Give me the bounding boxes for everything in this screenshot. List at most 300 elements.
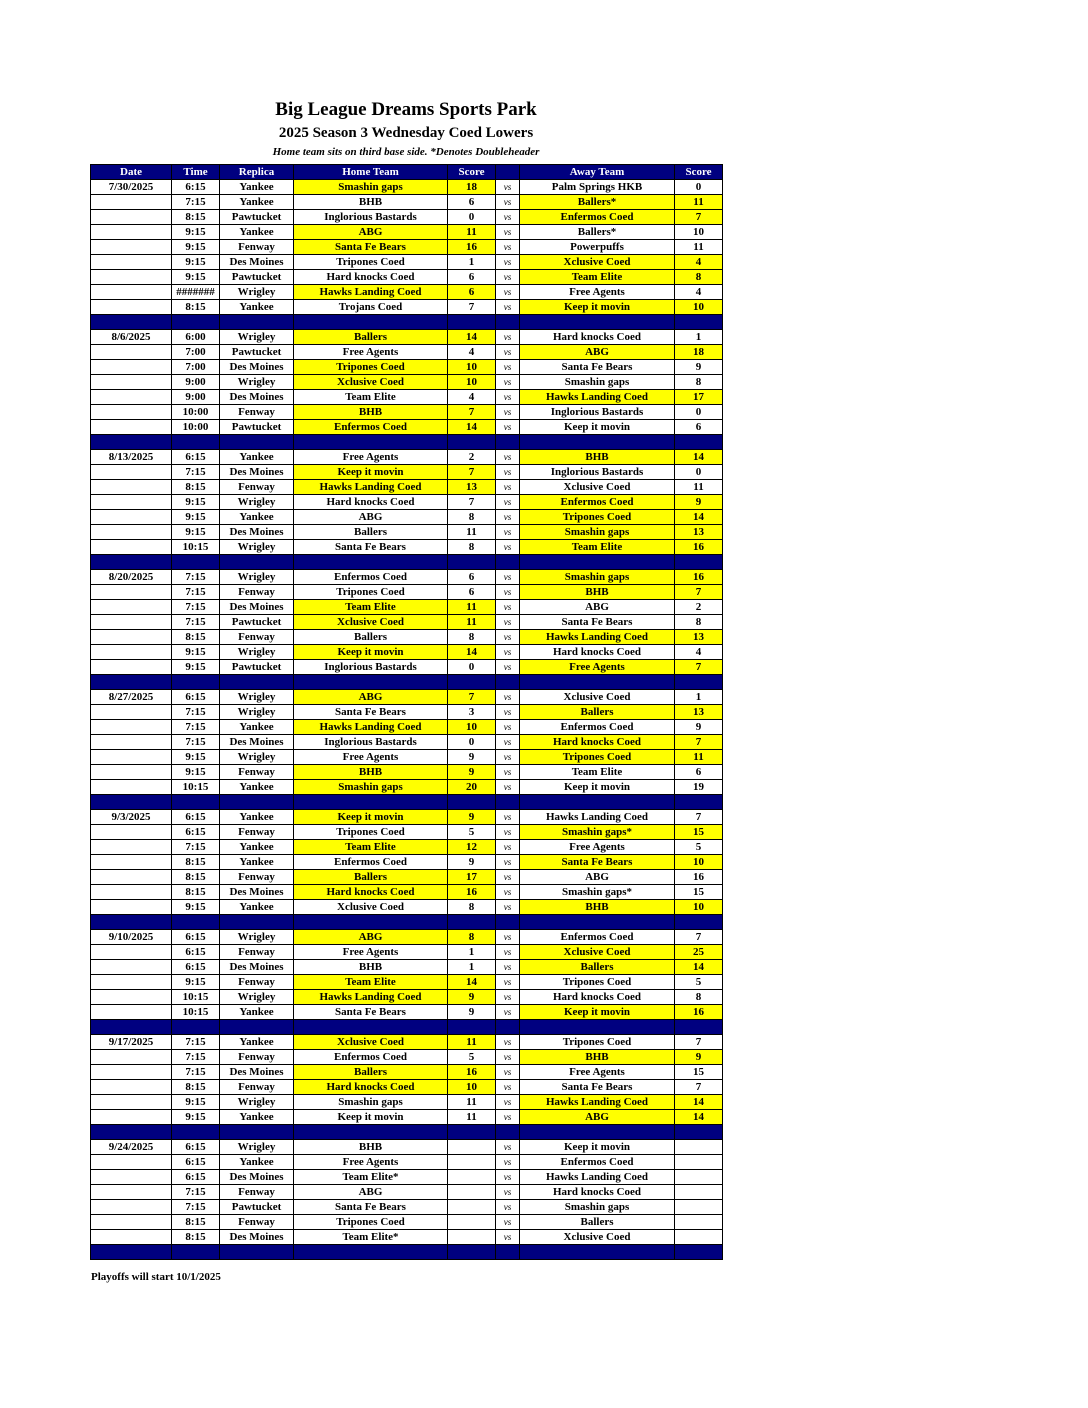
- vs-cell: vs: [496, 480, 520, 495]
- date-cell: [91, 420, 172, 435]
- home-team-cell: Tripones Coed: [294, 360, 448, 375]
- separator-cell: [520, 795, 675, 810]
- date-cell: [91, 840, 172, 855]
- time-cell: 7:15: [172, 195, 220, 210]
- schedule-table-container: [90, 164, 722, 1260]
- time-cell: 7:15: [172, 1035, 220, 1050]
- home-team-cell: Santa Fe Bears: [294, 540, 448, 555]
- date-cell: [91, 1200, 172, 1215]
- time-cell: 10:15: [172, 780, 220, 795]
- table-row: [91, 405, 723, 420]
- away-score-cell: 10: [675, 225, 723, 240]
- replica-field-cell: Des Moines: [220, 465, 294, 480]
- replica-field-cell: Wrigley: [220, 1140, 294, 1155]
- time-cell: 9:15: [172, 900, 220, 915]
- replica-field-cell: Fenway: [220, 1050, 294, 1065]
- vs-cell: vs: [496, 585, 520, 600]
- away-team-cell: Team Elite: [520, 540, 675, 555]
- away-score-cell: [675, 1230, 723, 1245]
- vs-cell: vs: [496, 300, 520, 315]
- table-row: [91, 1185, 723, 1200]
- away-score-cell: 11: [675, 480, 723, 495]
- time-cell: 7:15: [172, 705, 220, 720]
- time-cell: 8:15: [172, 1215, 220, 1230]
- away-team-cell: Tripones Coed: [520, 750, 675, 765]
- vs-cell: vs: [496, 390, 520, 405]
- time-cell: 8:15: [172, 1080, 220, 1095]
- home-score-cell: 14: [448, 420, 496, 435]
- time-cell: 6:15: [172, 1155, 220, 1170]
- away-team-cell: Team Elite: [520, 270, 675, 285]
- replica-field-cell: Yankee: [220, 855, 294, 870]
- away-score-cell: 11: [675, 750, 723, 765]
- away-team-cell: Hard knocks Coed: [520, 1185, 675, 1200]
- away-score-cell: 4: [675, 285, 723, 300]
- vs-cell: vs: [496, 450, 520, 465]
- date-cell: 8/13/2025: [91, 450, 172, 465]
- home-score-cell: 7: [448, 300, 496, 315]
- date-cell: 8/27/2025: [91, 690, 172, 705]
- away-team-cell: Ballers*: [520, 225, 675, 240]
- home-score-cell: 5: [448, 1050, 496, 1065]
- date-cell: [91, 1170, 172, 1185]
- table-row: [91, 615, 723, 630]
- away-team-cell: Keep it movin: [520, 1140, 675, 1155]
- date-cell: [91, 900, 172, 915]
- replica-field-cell: Fenway: [220, 240, 294, 255]
- home-score-cell: [448, 1200, 496, 1215]
- home-team-cell: Tripones Coed: [294, 585, 448, 600]
- home-team-cell: Inglorious Bastards: [294, 735, 448, 750]
- away-score-cell: 11: [675, 240, 723, 255]
- separator-cell: [172, 1020, 220, 1035]
- away-score-cell: 7: [675, 930, 723, 945]
- table-row: [91, 345, 723, 360]
- separator-cell: [220, 795, 294, 810]
- home-score-cell: 6: [448, 285, 496, 300]
- away-score-cell: 9: [675, 720, 723, 735]
- away-score-cell: [675, 1140, 723, 1155]
- home-score-cell: 1: [448, 960, 496, 975]
- table-row: [91, 960, 723, 975]
- time-cell: 7:15: [172, 585, 220, 600]
- table-row: [91, 375, 723, 390]
- time-cell: 7:15: [172, 1065, 220, 1080]
- time-cell: 8:15: [172, 885, 220, 900]
- vs-cell: vs: [496, 630, 520, 645]
- vs-cell: vs: [496, 960, 520, 975]
- home-team-cell: Free Agents: [294, 345, 448, 360]
- time-cell: 6:15: [172, 180, 220, 195]
- separator-cell: [448, 435, 496, 450]
- vs-cell: vs: [496, 720, 520, 735]
- time-cell: 9:00: [172, 375, 220, 390]
- time-cell: 8:15: [172, 300, 220, 315]
- home-team-cell: Smashin gaps: [294, 780, 448, 795]
- separator-cell: [675, 1020, 723, 1035]
- separator-cell: [91, 315, 172, 330]
- time-cell: 7:15: [172, 840, 220, 855]
- away-team-cell: Free Agents: [520, 285, 675, 300]
- home-score-cell: 16: [448, 240, 496, 255]
- table-row: [91, 750, 723, 765]
- away-score-cell: 8: [675, 375, 723, 390]
- home-score-cell: 0: [448, 210, 496, 225]
- separator-cell: [91, 555, 172, 570]
- home-score-cell: 11: [448, 225, 496, 240]
- away-score-cell: 7: [675, 660, 723, 675]
- time-cell: 8:15: [172, 870, 220, 885]
- date-cell: [91, 360, 172, 375]
- home-team-cell: Tripones Coed: [294, 825, 448, 840]
- time-cell: 10:15: [172, 1005, 220, 1020]
- home-team-cell: Inglorious Bastards: [294, 210, 448, 225]
- away-team-cell: Enfermos Coed: [520, 930, 675, 945]
- time-cell: 9:15: [172, 1110, 220, 1125]
- away-team-cell: Free Agents: [520, 840, 675, 855]
- home-score-cell: 5: [448, 825, 496, 840]
- separator-cell: [448, 675, 496, 690]
- table-row: [91, 570, 723, 585]
- separator-cell: [520, 1020, 675, 1035]
- table-row: [91, 690, 723, 705]
- date-cell: [91, 255, 172, 270]
- table-row: [91, 300, 723, 315]
- separator-cell: [448, 1245, 496, 1260]
- date-cell: [91, 285, 172, 300]
- date-cell: 9/17/2025: [91, 1035, 172, 1050]
- time-cell: 6:15: [172, 1140, 220, 1155]
- home-score-cell: 8: [448, 630, 496, 645]
- replica-field-cell: Wrigley: [220, 495, 294, 510]
- time-cell: 7:15: [172, 1050, 220, 1065]
- away-score-cell: 17: [675, 390, 723, 405]
- vs-cell: vs: [496, 990, 520, 1005]
- home-score-cell: 7: [448, 465, 496, 480]
- away-team-cell: Hawks Landing Coed: [520, 1095, 675, 1110]
- separator-cell: [220, 915, 294, 930]
- separator-cell: [520, 555, 675, 570]
- table-row: [91, 840, 723, 855]
- vs-cell: vs: [496, 1140, 520, 1155]
- time-cell: 9:15: [172, 750, 220, 765]
- vs-cell: vs: [496, 660, 520, 675]
- home-score-cell: 7: [448, 495, 496, 510]
- time-cell: 6:15: [172, 690, 220, 705]
- vs-cell: vs: [496, 180, 520, 195]
- date-cell: 8/20/2025: [91, 570, 172, 585]
- away-score-cell: 8: [675, 270, 723, 285]
- separator-cell: [675, 1245, 723, 1260]
- col-header-home-team: Home Team: [294, 165, 448, 180]
- vs-cell: vs: [496, 840, 520, 855]
- separator-cell: [294, 795, 448, 810]
- vs-cell: vs: [496, 495, 520, 510]
- separator-cell: [294, 1020, 448, 1035]
- date-cell: 7/30/2025: [91, 180, 172, 195]
- away-score-cell: 15: [675, 825, 723, 840]
- vs-cell: vs: [496, 1035, 520, 1050]
- col-header-home-score: Score: [448, 165, 496, 180]
- home-team-cell: Enfermos Coed: [294, 420, 448, 435]
- date-cell: [91, 780, 172, 795]
- away-team-cell: Santa Fe Bears: [520, 615, 675, 630]
- away-score-cell: 14: [675, 450, 723, 465]
- home-score-cell: 0: [448, 660, 496, 675]
- home-team-cell: Xclusive Coed: [294, 375, 448, 390]
- replica-field-cell: Fenway: [220, 585, 294, 600]
- table-row: [91, 210, 723, 225]
- table-row: [91, 630, 723, 645]
- replica-field-cell: Wrigley: [220, 690, 294, 705]
- replica-field-cell: Pawtucket: [220, 660, 294, 675]
- table-row: [91, 600, 723, 615]
- table-row: [91, 660, 723, 675]
- home-team-cell: Team Elite*: [294, 1170, 448, 1185]
- table-row: [91, 450, 723, 465]
- home-team-cell: BHB: [294, 765, 448, 780]
- date-cell: [91, 225, 172, 240]
- vs-cell: vs: [496, 705, 520, 720]
- vs-cell: vs: [496, 1215, 520, 1230]
- week-separator-row: [91, 795, 723, 810]
- table-header-row: [91, 165, 723, 180]
- home-score-cell: 7: [448, 405, 496, 420]
- table-row: [91, 255, 723, 270]
- week-separator-row: [91, 1125, 723, 1140]
- vs-cell: vs: [496, 810, 520, 825]
- time-cell: 6:15: [172, 960, 220, 975]
- date-cell: [91, 990, 172, 1005]
- date-cell: [91, 1155, 172, 1170]
- separator-cell: [172, 555, 220, 570]
- col-header-away-score: Score: [675, 165, 723, 180]
- away-score-cell: 4: [675, 255, 723, 270]
- table-row: [91, 885, 723, 900]
- away-team-cell: Xclusive Coed: [520, 480, 675, 495]
- separator-cell: [172, 315, 220, 330]
- away-team-cell: Hawks Landing Coed: [520, 1170, 675, 1185]
- home-team-cell: ABG: [294, 1185, 448, 1200]
- separator-cell: [294, 555, 448, 570]
- home-score-cell: 2: [448, 450, 496, 465]
- table-row: [91, 270, 723, 285]
- table-row: [91, 825, 723, 840]
- date-cell: 8/6/2025: [91, 330, 172, 345]
- home-team-cell: Keep it movin: [294, 645, 448, 660]
- home-score-cell: 10: [448, 1080, 496, 1095]
- vs-cell: vs: [496, 465, 520, 480]
- away-score-cell: 5: [675, 840, 723, 855]
- away-score-cell: 16: [675, 540, 723, 555]
- away-score-cell: 7: [675, 1035, 723, 1050]
- home-team-cell: Ballers: [294, 630, 448, 645]
- vs-cell: vs: [496, 1050, 520, 1065]
- time-cell: 9:15: [172, 660, 220, 675]
- home-score-cell: 11: [448, 600, 496, 615]
- home-score-cell: 11: [448, 1110, 496, 1125]
- separator-cell: [172, 675, 220, 690]
- replica-field-cell: Yankee: [220, 510, 294, 525]
- time-cell: 6:00: [172, 330, 220, 345]
- home-team-cell: Santa Fe Bears: [294, 1200, 448, 1215]
- separator-cell: [520, 675, 675, 690]
- vs-cell: vs: [496, 420, 520, 435]
- table-row: [91, 480, 723, 495]
- separator-cell: [91, 435, 172, 450]
- home-team-cell: Ballers: [294, 525, 448, 540]
- col-header-away-team: Away Team: [520, 165, 675, 180]
- date-cell: [91, 1080, 172, 1095]
- home-team-cell: ABG: [294, 510, 448, 525]
- time-cell: 9:15: [172, 975, 220, 990]
- date-cell: [91, 885, 172, 900]
- replica-field-cell: Yankee: [220, 780, 294, 795]
- vs-cell: vs: [496, 930, 520, 945]
- separator-cell: [496, 1020, 520, 1035]
- vs-cell: vs: [496, 870, 520, 885]
- vs-cell: vs: [496, 690, 520, 705]
- away-score-cell: 1: [675, 330, 723, 345]
- table-row: [91, 1110, 723, 1125]
- home-team-cell: ABG: [294, 930, 448, 945]
- home-team-cell: Hard knocks Coed: [294, 1080, 448, 1095]
- time-cell: 8:15: [172, 1230, 220, 1245]
- home-score-cell: 13: [448, 480, 496, 495]
- separator-cell: [220, 1125, 294, 1140]
- page-title: Big League Dreams Sports Park: [275, 99, 537, 120]
- separator-cell: [294, 915, 448, 930]
- date-cell: [91, 960, 172, 975]
- home-team-cell: Enfermos Coed: [294, 1050, 448, 1065]
- home-score-cell: [448, 1215, 496, 1230]
- replica-field-cell: Des Moines: [220, 1230, 294, 1245]
- away-score-cell: 14: [675, 960, 723, 975]
- replica-field-cell: Pawtucket: [220, 345, 294, 360]
- table-row: [91, 1035, 723, 1050]
- away-team-cell: ABG: [520, 1110, 675, 1125]
- replica-field-cell: Wrigley: [220, 990, 294, 1005]
- replica-field-cell: Pawtucket: [220, 210, 294, 225]
- replica-field-cell: Wrigley: [220, 285, 294, 300]
- date-cell: [91, 495, 172, 510]
- week-separator-row: [91, 915, 723, 930]
- separator-cell: [675, 435, 723, 450]
- separator-cell: [91, 1020, 172, 1035]
- home-team-cell: Hard knocks Coed: [294, 495, 448, 510]
- table-row: [91, 1065, 723, 1080]
- replica-field-cell: Yankee: [220, 1005, 294, 1020]
- date-cell: [91, 765, 172, 780]
- date-cell: [91, 195, 172, 210]
- home-score-cell: 9: [448, 855, 496, 870]
- separator-cell: [448, 915, 496, 930]
- date-cell: [91, 540, 172, 555]
- replica-field-cell: Des Moines: [220, 600, 294, 615]
- table-row: [91, 1230, 723, 1245]
- vs-cell: vs: [496, 270, 520, 285]
- date-cell: [91, 825, 172, 840]
- replica-field-cell: Yankee: [220, 225, 294, 240]
- away-score-cell: 7: [675, 1080, 723, 1095]
- away-score-cell: 9: [675, 1050, 723, 1065]
- date-cell: [91, 870, 172, 885]
- away-team-cell: Xclusive Coed: [520, 1230, 675, 1245]
- away-team-cell: Palm Springs HKB: [520, 180, 675, 195]
- away-team-cell: BHB: [520, 900, 675, 915]
- replica-field-cell: Yankee: [220, 810, 294, 825]
- home-team-cell: Free Agents: [294, 1155, 448, 1170]
- away-team-cell: Keep it movin: [520, 420, 675, 435]
- vs-cell: vs: [496, 240, 520, 255]
- separator-cell: [496, 555, 520, 570]
- time-cell: 9:15: [172, 645, 220, 660]
- away-score-cell: 10: [675, 900, 723, 915]
- date-cell: [91, 615, 172, 630]
- date-cell: [91, 210, 172, 225]
- time-cell: 7:15: [172, 1185, 220, 1200]
- separator-cell: [520, 435, 675, 450]
- table-row: [91, 780, 723, 795]
- away-team-cell: Smashin gaps: [520, 570, 675, 585]
- date-cell: [91, 1215, 172, 1230]
- vs-cell: vs: [496, 645, 520, 660]
- away-team-cell: BHB: [520, 585, 675, 600]
- replica-field-cell: Des Moines: [220, 885, 294, 900]
- away-score-cell: 0: [675, 180, 723, 195]
- replica-field-cell: Wrigley: [220, 330, 294, 345]
- home-team-cell: Ballers: [294, 330, 448, 345]
- replica-field-cell: Yankee: [220, 720, 294, 735]
- table-row: [91, 945, 723, 960]
- away-score-cell: 10: [675, 855, 723, 870]
- separator-cell: [675, 315, 723, 330]
- home-team-cell: Trojans Coed: [294, 300, 448, 315]
- home-team-cell: Xclusive Coed: [294, 615, 448, 630]
- date-cell: 9/3/2025: [91, 810, 172, 825]
- home-team-cell: Hawks Landing Coed: [294, 480, 448, 495]
- home-team-cell: BHB: [294, 960, 448, 975]
- home-team-cell: Team Elite: [294, 390, 448, 405]
- vs-cell: vs: [496, 1230, 520, 1245]
- away-score-cell: 6: [675, 420, 723, 435]
- away-team-cell: Hawks Landing Coed: [520, 810, 675, 825]
- vs-cell: vs: [496, 375, 520, 390]
- away-score-cell: 16: [675, 570, 723, 585]
- away-score-cell: [675, 1215, 723, 1230]
- replica-field-cell: Wrigley: [220, 705, 294, 720]
- away-team-cell: Santa Fe Bears: [520, 1080, 675, 1095]
- time-cell: 7:15: [172, 735, 220, 750]
- away-team-cell: Smashin gaps*: [520, 825, 675, 840]
- separator-cell: [220, 1245, 294, 1260]
- replica-field-cell: Pawtucket: [220, 420, 294, 435]
- table-row: [91, 195, 723, 210]
- home-team-cell: Xclusive Coed: [294, 1035, 448, 1050]
- footer-note: Playoffs will start 10/1/2025: [91, 1271, 221, 1283]
- away-team-cell: Ballers: [520, 960, 675, 975]
- date-cell: [91, 975, 172, 990]
- home-score-cell: [448, 1170, 496, 1185]
- home-score-cell: 4: [448, 390, 496, 405]
- separator-cell: [172, 435, 220, 450]
- date-cell: [91, 1230, 172, 1245]
- home-score-cell: 11: [448, 1035, 496, 1050]
- replica-field-cell: Wrigley: [220, 930, 294, 945]
- separator-cell: [496, 675, 520, 690]
- away-team-cell: Hawks Landing Coed: [520, 390, 675, 405]
- home-team-cell: Enfermos Coed: [294, 855, 448, 870]
